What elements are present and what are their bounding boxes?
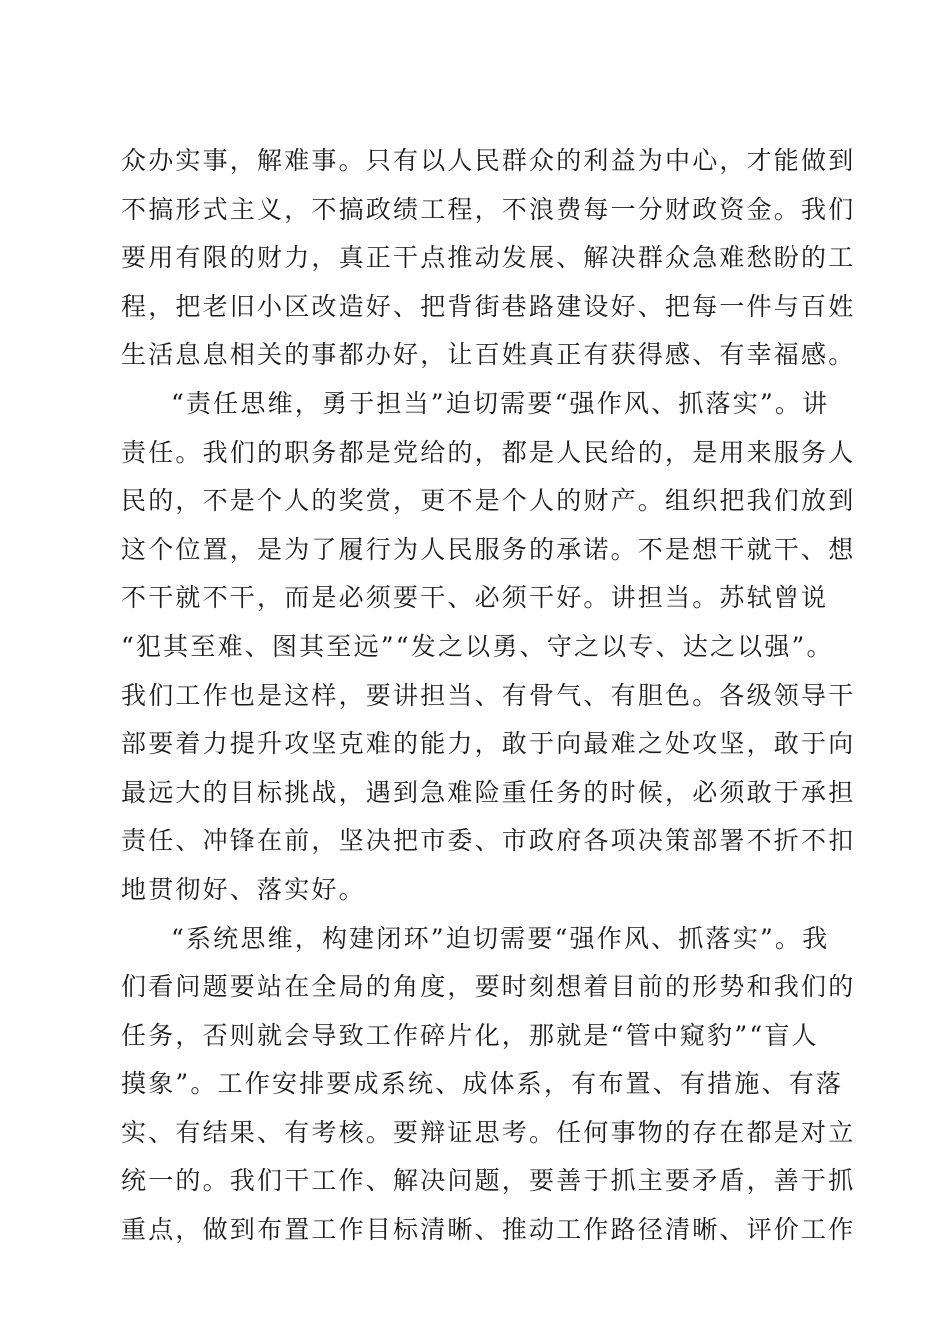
paragraph-start-line: “责任思维，勇于担当”迫切需要“强作风、抓落实”。讲: [171, 388, 830, 418]
text-line: 不搞形式主义，不搞政绩工程，不浪费每一分财政资金。我们: [121, 194, 856, 224]
text-line: 实、有结果、有考核。要辩证思考。任何事物的存在都是对立: [121, 1117, 856, 1147]
text-line: 众办实事，解难事。只有以人民群众的利益为中心，才能做到: [121, 146, 856, 175]
text-line: 最远大的目标挑战，遇到急难险重任务的时候，必须敢于承担: [121, 777, 856, 807]
text-line: “犯其至难、图其至远”“发之以勇、守之以专、达之以强”。: [121, 631, 834, 661]
text-line: 这个位置，是为了履行为人民服务的承诺。不是想干就干、想: [121, 534, 856, 564]
text-line: 们看问题要站在全局的角度，要时刻想着目前的形势和我们的: [121, 972, 856, 1002]
text-line: 任务，否则就会导致工作碎片化，那就是“管中窥豹”“盲人: [121, 1020, 819, 1050]
text-line: 责任、冲锋在前，坚决把市委、市政府各项决策部署不折不扣: [121, 826, 856, 856]
text-line: 责任。我们的职务都是党给的，都是人民给的，是用来服务人: [121, 437, 856, 467]
text-line: 要用有限的财力，真正干点推动发展、解决群众急难愁盼的工: [121, 243, 856, 273]
text-line: 摸象”。工作安排要成系统、成体系，有布置、有措施、有落: [121, 1069, 844, 1099]
text-line: 部要着力提升攻坚克难的能力，敢于向最难之处攻坚，敢于向: [121, 729, 856, 759]
text-line: 程，把老旧小区改造好、把背街巷路建设好、把每一件与百姓: [121, 291, 856, 321]
text-line: 统一的。我们干工作、解决问题，要善于抓主要矛盾，善于抓: [121, 1166, 856, 1196]
text-line: 生活息息相关的事都办好，让百姓真正有获得感、有幸福感。: [121, 340, 856, 370]
text-line: 我们工作也是这样，要讲担当、有骨气、有胆色。各级领导干: [121, 680, 856, 710]
text-line: 不干就不干，而是必须要干、必须干好。讲担当。苏轼曾说: [121, 583, 829, 613]
text-line: 民的，不是个人的奖赏，更不是个人的财产。组织把我们放到: [121, 486, 856, 516]
text-line: 重点，做到布置工作目标清晰、推动工作路径清晰、评价工作: [121, 1215, 856, 1245]
body-text: [121, 137, 856, 1255]
text-line: 地贯彻好、落实好。: [121, 874, 366, 904]
paragraph-start-line: “系统思维，构建闭环”迫切需要“强作风、抓落实”。我: [171, 923, 830, 953]
